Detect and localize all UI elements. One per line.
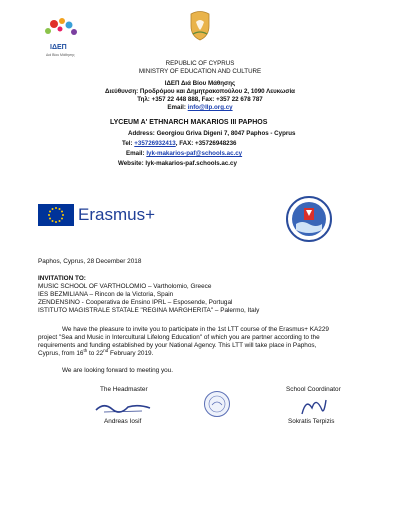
school-website[interactable]: lyk-makarios-paf.schools.ac.cy <box>145 160 237 167</box>
para1-sup2: nd <box>103 347 109 353</box>
signature-left-icon <box>94 398 154 416</box>
idep-email-line <box>0 104 400 112</box>
para1-line4 <box>38 347 154 358</box>
para1-line1: We have the pleasure to invite you to participate in the 1st LTT course of the Erasmus+ KA229 <box>62 326 329 333</box>
school-stamp <box>203 390 231 423</box>
school-name: LYCEUM A' ETHNARCH MAKARIOS III PAPHOS <box>110 119 268 126</box>
idep-email-link[interactable]: info@llp.org.cy <box>187 104 233 111</box>
headmaster-title: The Headmaster <box>100 386 148 393</box>
para1-line4-c: February 2019. <box>108 350 154 357</box>
school-tel-line <box>122 140 236 148</box>
school-address-line <box>128 130 295 138</box>
project-logo <box>286 196 332 242</box>
recipient-1: MUSIC SCHOOL OF VARTHOLOMIO – Vartholomio, Greece <box>38 283 212 290</box>
idep-title: ΙΔΕΠ Διά Βίου Μάθησης <box>164 80 236 87</box>
republic-line: REPUBLIC OF CYPRUS <box>165 60 235 67</box>
para2: We are looking forward to meeting you. <box>62 367 174 374</box>
idep-logo-sub: Διά Βίου Μάθησης <box>46 53 75 57</box>
cyprus-coat-of-arms <box>188 10 212 42</box>
recipient-3: ZENDENSINO - Cooperativa de Ensino IPRL – Esposende, Portugal <box>38 299 233 306</box>
para1-line3: requirements and funding established by your National Agency. This LTT will take place in Paphos, <box>38 342 317 349</box>
idep-logo-text: ΙΔΕΠ <box>50 44 67 51</box>
erasmus-label: Erasmus+ <box>78 205 155 224</box>
school-email-link[interactable]: lyk-makarios-paf@schools.ac.cy <box>146 150 243 157</box>
school-address-label: Address: <box>128 130 155 137</box>
project-logo-icon <box>286 196 332 242</box>
school-website-label: Website: <box>118 160 144 167</box>
recipient-2: IES BEZMILIANA – Rincon de la Victoria, Spain <box>38 291 174 298</box>
idep-email-label: Email: <box>167 104 186 111</box>
letter-date: Paphos, Cyprus, 28 December 2018 <box>38 258 142 265</box>
school-website-line <box>118 160 237 168</box>
para1-line4-b: to 22 <box>87 350 104 357</box>
eu-flag-icon <box>38 204 74 226</box>
erasmus-logo <box>38 204 155 226</box>
idep-address: Διεύθυνση: Προδρόμου και Δημητρακοπούλου 2, 1090 Λευκωσία <box>105 88 295 95</box>
idep-phone: Τηλ: +357 22 448 888, Fax: +357 22 678 787 <box>137 96 263 103</box>
para1-sup1: th <box>83 347 88 353</box>
coat-of-arms-icon <box>188 10 212 42</box>
school-email-line <box>126 150 242 158</box>
school-tel-link[interactable]: +35726932413 <box>134 140 176 147</box>
signature-right-icon <box>298 392 328 418</box>
school-email-label: Email: <box>126 150 145 157</box>
coordinator-title: School Coordinator <box>286 386 341 393</box>
recipient-4: ISTITUTO MAGISTRALE STATALE "REGINA MARGHERITA" – Palermo, Italy <box>38 307 260 314</box>
coordinator-name: Sokratis Terpizis <box>288 418 335 425</box>
stamp-icon <box>203 390 231 418</box>
idep-logo <box>32 14 92 64</box>
school-address: Georgiou Griva Digeni 7, 8047 Paphos - Cyprus <box>156 130 296 137</box>
ministry-line: MINISTRY OF EDUCATION AND CULTURE <box>138 68 262 75</box>
school-tel-label: Tel: <box>122 140 133 147</box>
invitation-heading: INVITATION TO: <box>38 275 86 282</box>
para1-line2: project "Sea and Music in Intercultural Lifelong Education" of which you are partner according to the <box>38 334 320 341</box>
headmaster-name: Andreas Iosif <box>104 418 142 425</box>
school-fax: , FAX: +35726948236 <box>175 140 237 147</box>
para1-line4-a: Cyprus, from 16 <box>38 350 84 357</box>
